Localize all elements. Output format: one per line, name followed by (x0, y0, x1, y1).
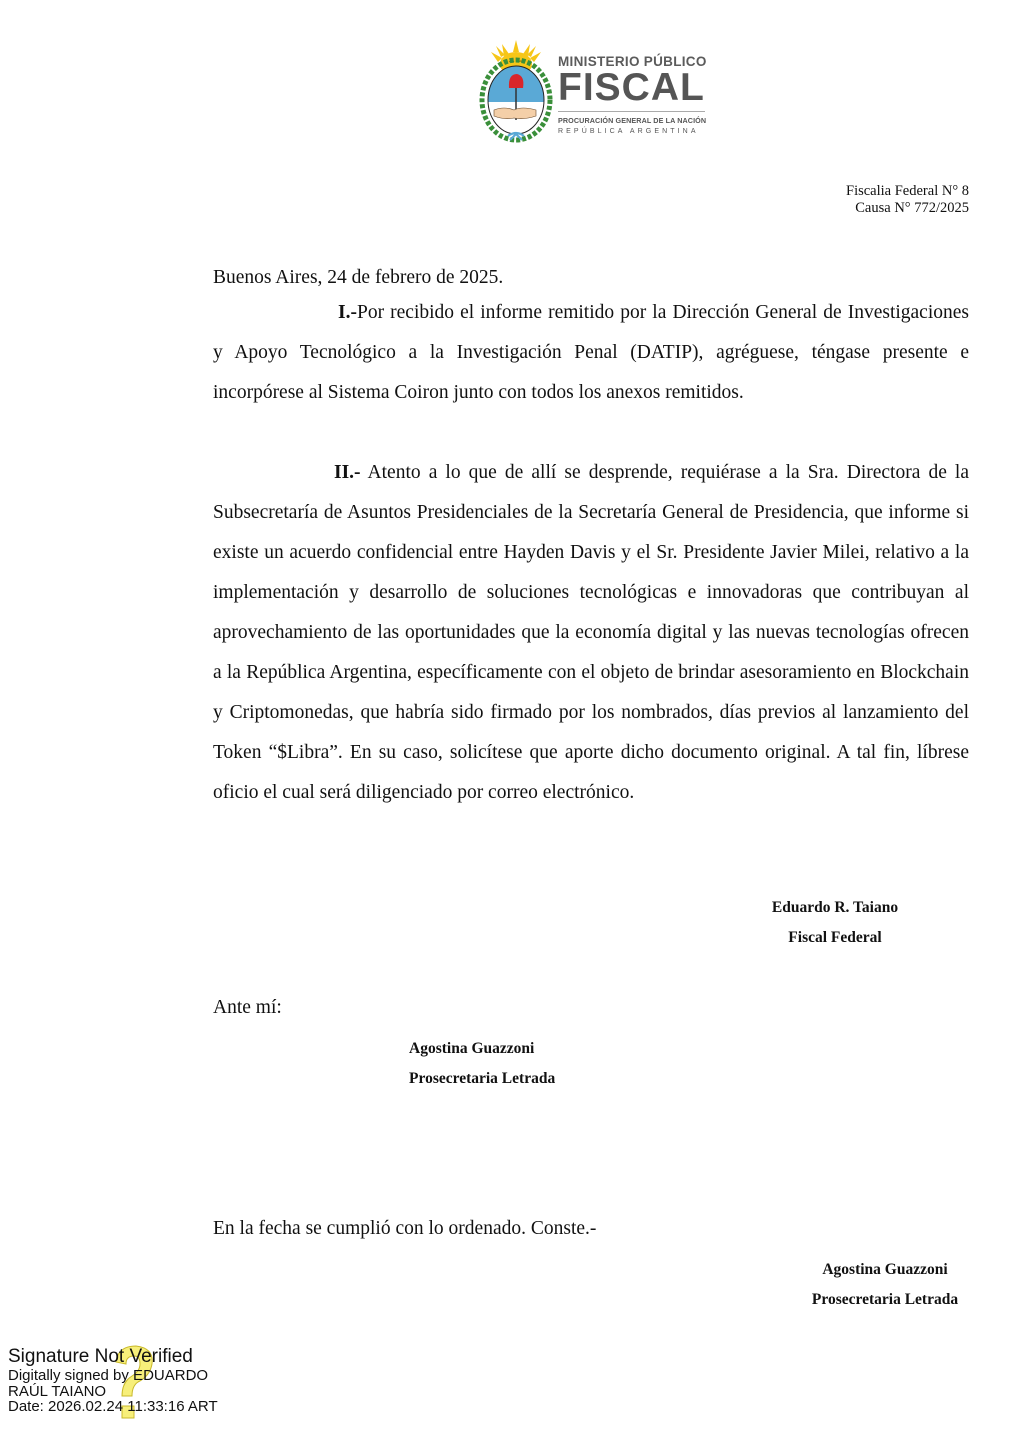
signer-name: Agostina Guazzoni (822, 1261, 948, 1278)
signature-status: Signature Not Verified (8, 1346, 193, 1367)
signature-block-fiscal (755, 893, 915, 953)
conste-line: En la fecha se cumplió con lo ordenado. Conste.- (213, 1218, 597, 1239)
logo-divider (558, 111, 705, 112)
organization-logo (558, 54, 707, 135)
signature-block-prosecretaria-2 (795, 1255, 975, 1315)
org-name-line2: FISCAL (558, 66, 705, 109)
signature-block-prosecretaria (409, 1034, 555, 1094)
signer-title: Prosecretaria Letrada (811, 1291, 959, 1308)
paragraph-2-numeral: II.- (334, 462, 361, 483)
paragraph-1-text: Por recibido el informe remitido por la Dirección General de Investigaciones y Apoyo Tecnológico a la Investigación Penal (DATIP), agréguese, téngase presente e incorpórese al Sistema Coiron junto con todos los anexos remitidos. (213, 302, 969, 403)
signer-name: Agostina Guazzoni (409, 1040, 535, 1057)
signer-title: Fiscal Federal (788, 929, 882, 946)
paragraph-1-numeral: I.- (338, 302, 357, 323)
case-reference (846, 183, 969, 217)
signed-by-line1: Digitally signed by EDUARDO (8, 1367, 209, 1384)
paragraph-2 (213, 453, 969, 813)
digital-signature-stamp[interactable] (8, 1346, 218, 1415)
case-number: Causa N° 772/2025 (855, 200, 969, 216)
paragraph-1 (213, 293, 969, 413)
org-name-line4: REPÚBLICA ARGENTINA (558, 128, 699, 135)
org-name-line3: PROCURACIÓN GENERAL DE LA NACIÓN (558, 116, 707, 125)
signer-name: Eduardo R. Taiano (771, 899, 899, 916)
paragraph-2-text: Atento a lo que de allí se desprende, requiérase a la Sra. Directora de la Subsecretaría de Asuntos Presidenciales de la Secretaría General de Presidencia, que informe si existe un acuerdo confidencial entre Hayden Davis y el Sr. Presidente Javier Milei, relativo a la implementación y desarrollo de soluciones tecnológicas e innovadoras que contribuyan al aprovechamiento de las oportunidades que la economía digital y las nuevas tecnologías ofrecen a la República Argentina, específicamente con el objeto de brindar asesoramiento en Blockchain y Criptomonedas, que habría sido firmado por los nombrados, días previos al lanzamiento del Token “$Libra”. En su caso, solicítese que aporte dicho documento original. A tal fin, líbrese oficio el cual será diligenciado por correo electrónico. (213, 462, 969, 803)
signed-by-line2: RAÚL TAIANO (8, 1382, 107, 1400)
org-name-line1: MINISTERIO PÚBLICO (558, 54, 707, 69)
office-reference: Fiscalia Federal N° 8 (846, 183, 969, 199)
date-line: Buenos Aires, 24 de febrero de 2025. (213, 267, 504, 288)
signature-date: Date: 2026.02.24 11:33:16 ART (8, 1398, 218, 1415)
ante-mi-label: Ante mí: (213, 997, 282, 1018)
argentina-coat-of-arms-icon (476, 38, 556, 146)
signer-title: Prosecretaria Letrada (409, 1070, 556, 1087)
